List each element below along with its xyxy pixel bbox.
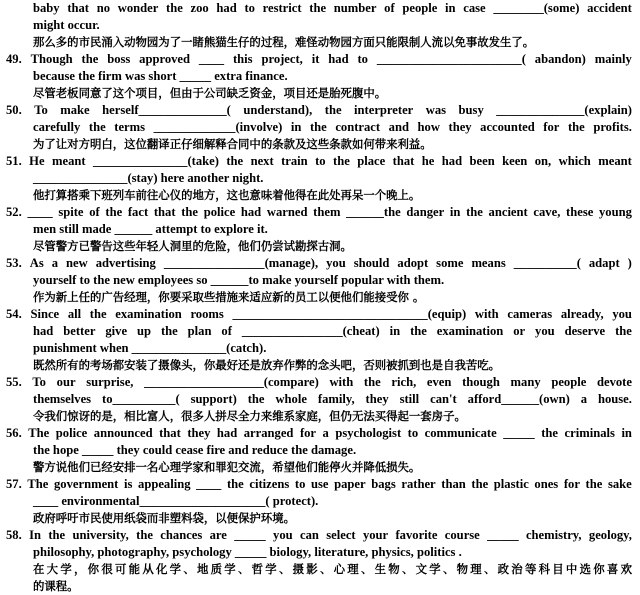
english-line: because the firm was short _____ extra finance. <box>33 69 288 83</box>
english-line: might occur. <box>33 18 100 32</box>
chinese-translation-line: 他打算搭乘下班列车前往心仪的地方，这也意味着他得在此处再呆一个晚上。 <box>33 188 421 202</box>
english-line: carefully the terms _____________(involve) in the contract and how they accounted for the profits. <box>33 120 632 134</box>
english-line: 51. He meant _______________(take) the next train to the place that he had been keen on, which meant <box>6 154 632 168</box>
chinese-translation-line: 那么多的市民涌入动物园为了一睹熊猫生仔的过程，难怪动物园方面只能限制人流以免事故发生了。 <box>33 35 535 49</box>
english-line: yourself to the new employees so ______to make yourself popular with them. <box>33 273 445 287</box>
english-line: _______________(stay) here another night. <box>33 171 264 185</box>
english-line: had better give up the plan of ________________(cheat) in the examination or you deserve the <box>33 324 632 338</box>
chinese-translation-line: 的课程。 <box>33 579 79 593</box>
english-line: 49. Though the boss approved ____ this project, it had to _______________________( abandon) mainly <box>6 52 632 66</box>
english-line: 53. As a new advertising ________________(manage), you should adopt some means __________( adapt ) <box>6 256 632 270</box>
english-line: baby that no wonder the zoo had to restrict the number of people in case ________(some) accident <box>33 1 632 15</box>
chinese-translation-line: 警方说他们已经安排一名心理学家和罪犯交流，希望他们能停火并降低损失。 <box>33 460 421 474</box>
english-line: ____ environmental____________________( protect). <box>33 494 319 508</box>
english-line: 58. In the university, the chances are _____ you can select your favorite course _____ chemistry, geology, <box>6 528 632 542</box>
chinese-translation-line: 尽管警方已警告这些年轻人洞里的危险，他们仍尝试勘探古洞。 <box>33 239 352 253</box>
english-line: 55. To our surprise, ___________________(compare) with the rich, even though many people devote <box>6 375 632 389</box>
english-line: punishment when _______________(catch). <box>33 341 267 355</box>
english-line: 54. Since all the examination rooms _______________________________(equip) with cameras already, you <box>6 307 632 321</box>
chinese-translation-line: 为了让对方明白，这位翻译正仔细解释合同中的条款及这些条款如何带来利益。 <box>33 137 432 151</box>
english-line: themselves to__________( support) the whole family, they still can't afford______(own) a house. <box>33 392 632 406</box>
english-line: 50. To make herself______________( understand), the interpreter was busy ______________(explain) <box>6 103 632 117</box>
english-line: 52. ____ spite of the fact that the police had warned them ______the danger in the ancient cave, these young <box>6 205 632 219</box>
chinese-translation-line: 既然所有的考场都安装了摄像头，你最好还是放弃作弊的念头吧，否则被抓到也是自我苦吃。 <box>33 358 501 372</box>
chinese-translation-line: 令我们惊讶的是，相比富人，很多人拼尽全力来维系家庭，但仍无法买得起一套房子。 <box>33 409 466 423</box>
chinese-translation-line: 在大学，你很可能从化学、地质学、哲学、摄影、心理、生物、文学、物理、政治等科目中选你喜欢 <box>33 562 632 576</box>
chinese-translation-line: 作为新上任的广告经理，你要采取些措施来适应新的员工以便他们能接受你 。 <box>33 290 425 304</box>
english-line: men still made ______ attempt to explore it. <box>33 222 268 236</box>
english-line: the hope _____ they could cease fire and reduce the damage. <box>33 443 357 457</box>
english-line: philosophy, photography, psychology _____ biology, literature, physics, politics . <box>33 545 462 559</box>
english-line: 57. The government is appealing ____ the citizens to use paper bags rather than the plastic ones for the sake <box>6 477 632 491</box>
chinese-translation-line: 尽管老板同意了这个项目，但由于公司缺乏资金，项目还是胎死腹中。 <box>33 86 387 100</box>
english-line: 56. The police announced that they had arranged for a psychologist to communicate _____ the criminals in <box>6 426 632 440</box>
chinese-translation-line: 政府呼吁市民使用纸袋而非塑料袋，以便保护环境。 <box>33 511 295 525</box>
